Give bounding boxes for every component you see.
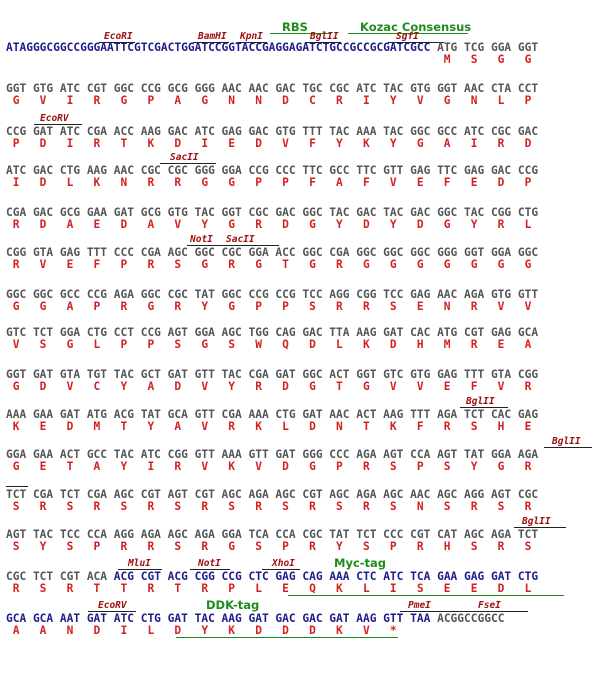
pmei-site-label: PmeI xyxy=(408,600,431,611)
amino-acid-line: M S G G xyxy=(6,53,532,66)
nucleotides-orf-end: CGC TCT CGT ACA xyxy=(6,570,114,583)
nucleotide-line: AAA GAA GAT ATG ACG TAT GCA GTT CGA AAA CTG GAT AAC ACT AAG TTT AGA TCT CAC GAG xyxy=(6,408,539,421)
nucleotide-line: AGT TAC TCC CCA AGG AGA AGC AGA GGA TCA CCA CGC TAT TCT CCC CGT CAT AGC AGA TCT xyxy=(6,528,539,541)
ddk-tag-feature-label: DDK-tag xyxy=(206,598,260,612)
bamhi-site-label: BamHI xyxy=(198,31,227,42)
nucleotide-line: GGT GTG ATC CGT GGC CCG GCG GGG AAC AAC GAC TGC CGC ATC TAC GTG GGT AAC CTA CCT xyxy=(6,82,539,95)
nucleotides-orf: ATG TCG GGA GGT xyxy=(430,41,539,54)
amino-acid-line: G V I R G P A G N N D C R I Y V G N L P xyxy=(6,94,532,107)
nucleotides-vector: ACG CGT ACG CGG CCG CTC GAG CAG AAA CTC ATC TCA GAA GAG GAT CTG xyxy=(113,570,539,583)
nucleotides-5utr: ATAGGGCGGCCGGGAATTCGTCGACTGGATCCGGTACCGAGGAGATCTGCCGCCGCGATCGCC xyxy=(6,41,431,54)
sacii-site-label: SacII xyxy=(170,152,199,163)
amino-acid-line: S R S R S R S R S R S R S R S N S R S R xyxy=(6,500,532,513)
nucleotide-line: CGA GAC GCG GAA GAT GCG GTG TAC GGT CGC GAC GGC TAC GAC TAC GAC GGC TAC CGG CTG xyxy=(6,206,539,219)
nucleotide-line: ATC GAC CTG AAG AAC CGC CGC GGG GGA CCG CCC TTC GCC TTC GTT GAG TTC GAG GAC CCG xyxy=(6,164,539,177)
kozac-feature-label: Kozac Consensus xyxy=(360,20,472,34)
ecorv-site-label: EcoRV xyxy=(98,600,127,611)
nucleotides-vector: GCA GCA AAT GAT ATC CTG GAT TAC AAG GAT GAC GAC GAT AAG GTT TAA xyxy=(6,612,438,625)
nucleotides-3utr: ACGGCCGGCC xyxy=(437,612,505,625)
bglii-site-continuation-line xyxy=(6,486,28,487)
amino-acid-line: G G A P R G R Y G P P S R R S E N R V V xyxy=(6,300,532,313)
amino-acid-line: V S G L P P S G S W Q D L K D H M R E A xyxy=(6,338,532,351)
amino-acid-line: R S R T T R T R P L E Q K L I S E E D L xyxy=(6,582,532,595)
amino-acid-line: S Y S P R R S R G S P R Y S P R H S R S xyxy=(6,540,532,553)
nucleotide-line: GTC TCT GGA CTG CCT CCG AGT GGA AGC TGG CAG GAC TTA AAG GAT CAC ATG CGT GAG GCA xyxy=(6,326,539,339)
nucleotide-line: TCT CGA TCT CGA AGC CGT AGT CGT AGC AGA AGC CGT AGC AGA AGC AAC AGC AGG AGT CGC xyxy=(6,488,539,501)
kpni-site-label: KpnI xyxy=(240,31,263,42)
bglii-site-label: BglII xyxy=(552,436,581,447)
nucleotide-line: GGC GGC GCC CCG AGA GGC CGC TAT GGC CCG CCG TCC AGG CGG TCC GAG AAC AGA GTG GTT xyxy=(6,288,539,301)
bglii-site-line xyxy=(544,447,592,448)
sacii-site-label: SacII xyxy=(226,234,255,245)
bglii-site-label: BglII xyxy=(466,396,495,407)
myc-tag-feature-line xyxy=(288,595,564,596)
xhoi-site-label: XhoI xyxy=(272,558,295,569)
amino-acid-line: R D A E D A V Y G R D G Y D Y D G Y R L xyxy=(6,218,532,231)
fsei-site-label: FseI xyxy=(478,600,501,611)
mlui-site-label: MluI xyxy=(128,558,151,569)
amino-acid-line: R V E F P R S G R G T G R G G G G G G G xyxy=(6,258,532,271)
amino-acid-line: I D L K N R R G G P P F A F V E F E D P xyxy=(6,176,532,189)
myc-tag-feature-label: Myc-tag xyxy=(334,556,387,570)
noti-site-label: NotI xyxy=(190,234,213,245)
amino-acid-line: G E T A Y I R V K V D G P R S P S Y G R xyxy=(6,460,532,473)
amino-acid-line: A A N D I L D Y K D D D K V * xyxy=(6,624,397,637)
noti-site-label: NotI xyxy=(198,558,221,569)
ecorv-site-label: EcoRV xyxy=(40,113,69,124)
sgfi-site-label: SgfI xyxy=(396,31,419,42)
bglii-site-label: BglII xyxy=(522,516,551,527)
amino-acid-line: K E D M T Y A V R K L D N T K F R S H E xyxy=(6,420,532,433)
rbs-feature-label: RBS xyxy=(282,20,308,34)
ecori-site-label: EcoRI xyxy=(104,31,133,42)
ddk-tag-feature-line xyxy=(176,637,398,638)
amino-acid-line: G D V C Y A D V Y R D G T G V V E F V R xyxy=(6,380,532,393)
bglii-site-label: BglII xyxy=(310,31,339,42)
nucleotide-line: GGA GAA ACT GCC TAC ATC CGG GTT AAA GTT GAT GGG CCC AGA AGT CCA AGT TAT GGA AGA xyxy=(6,448,539,461)
nucleotide-line: CGG GTA GAG TTT CCC CGA AGC GGC CGC GGA ACC GGC CGA GGC GGC GGC GGG GGT GGA GGC xyxy=(6,246,539,259)
nucleotide-line: CCG GAT ATC CGA ACC AAG GAC ATC GAG GAC GTG TTT TAC AAA TAC GGC GCC ATC CGC GAC xyxy=(6,125,539,138)
amino-acid-line: P D I R T K D I E D V F Y K Y G A I R D xyxy=(6,137,532,150)
nucleotide-line: GGT GAT GTA TGT TAC GCT GAT GTT TAC CGA GAT GGC ACT GGT GTC GTG GAG TTT GTA CGG xyxy=(6,368,539,381)
